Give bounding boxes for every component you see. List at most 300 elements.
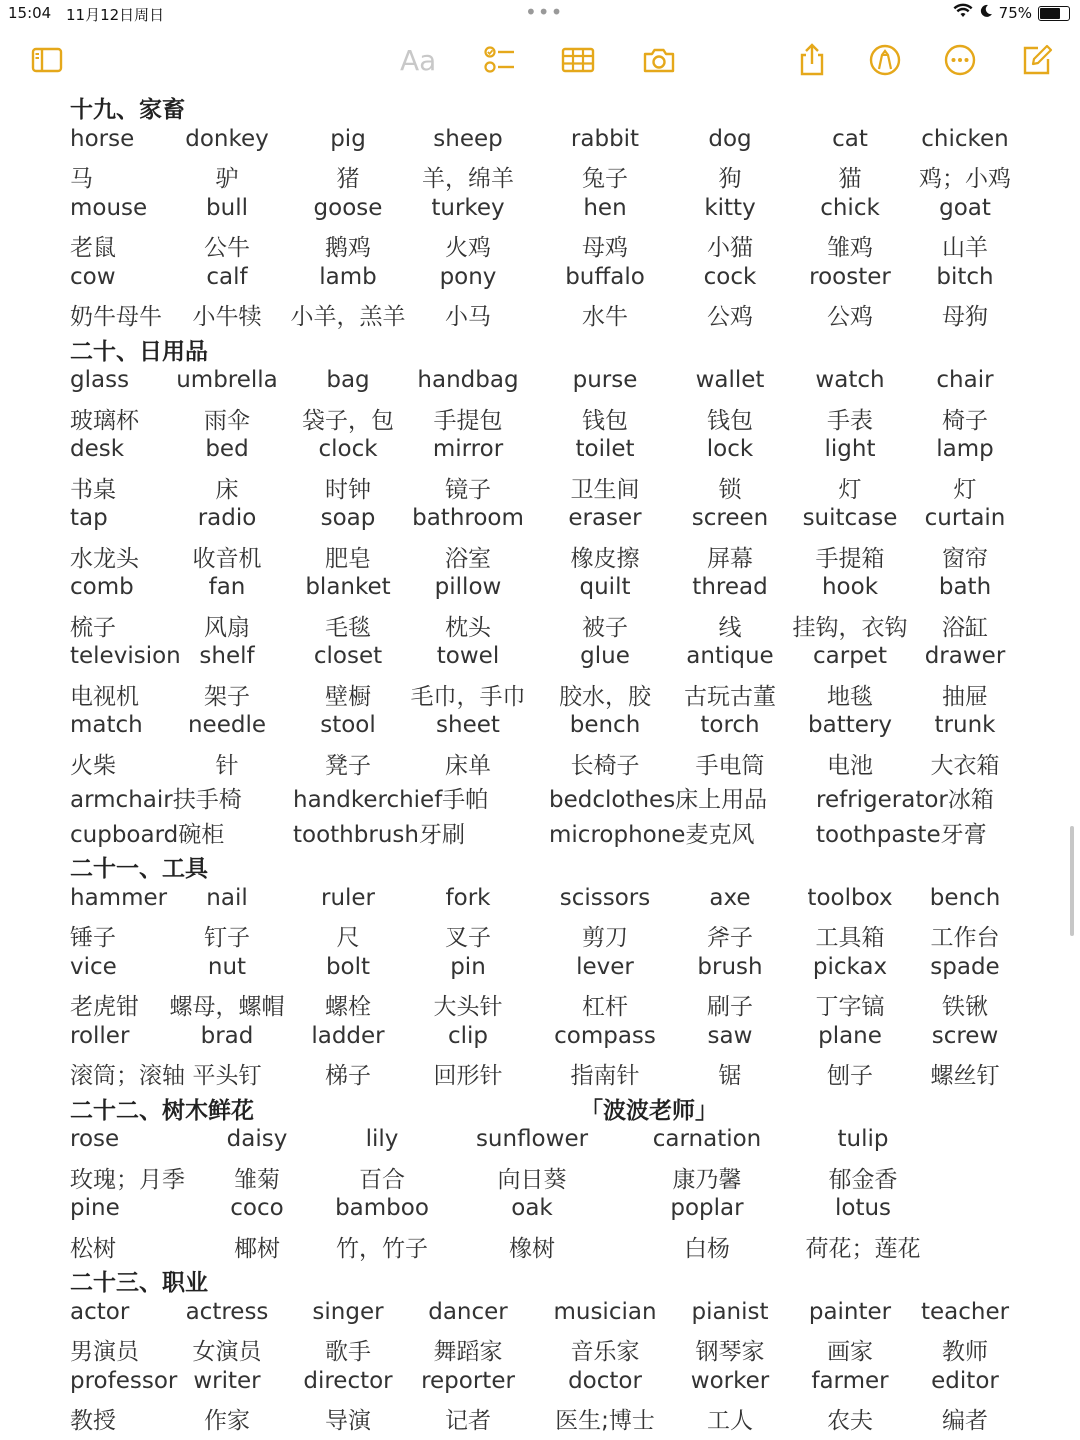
- moon-icon: [979, 4, 993, 22]
- english-word: mirror: [432, 436, 504, 462]
- english-word: cock: [703, 263, 757, 290]
- chinese-meaning: 胶水，胶: [559, 683, 651, 710]
- chinese-meaning: 壁橱: [325, 683, 371, 710]
- english-word: comb: [70, 574, 134, 600]
- vocab-pair: handkerchief手帕: [293, 787, 489, 813]
- english-word: brad: [200, 1022, 254, 1049]
- english-word: brush: [697, 953, 763, 980]
- english-word: umbrella: [176, 367, 278, 393]
- english-word: light: [824, 436, 876, 462]
- english-word: worker: [690, 1367, 770, 1394]
- english-word: musician: [553, 1298, 657, 1325]
- scrollbar[interactable]: [1070, 826, 1074, 936]
- markup-pen-icon[interactable]: [863, 38, 907, 82]
- section-heading: [0, 1089, 1080, 1124]
- vocab-row: [0, 226, 1080, 261]
- chinese-meaning: 猫: [838, 166, 862, 192]
- vocab-row: [0, 1054, 1080, 1089]
- chinese-meaning: 地毯: [827, 683, 873, 710]
- chinese-meaning: 音乐家: [570, 1339, 640, 1365]
- english-word: bolt: [325, 953, 371, 980]
- english-word: closet: [313, 643, 383, 669]
- chinese-meaning: 小羊，羔羊: [290, 304, 406, 330]
- vocab-pair: microphone麦克风: [549, 821, 755, 848]
- chinese-meaning: 枕头: [445, 614, 491, 641]
- vocab-row: [0, 157, 1080, 192]
- english-word: screen: [691, 505, 769, 531]
- chinese-meaning: 刨子: [827, 1063, 873, 1089]
- english-word: lever: [576, 953, 634, 980]
- vocab-row: [0, 433, 1080, 468]
- english-word: pianist: [691, 1298, 769, 1325]
- chinese-meaning: 书桌: [70, 476, 116, 503]
- english-word: toilet: [575, 436, 635, 462]
- chinese-meaning: 羊，绵羊: [422, 166, 514, 192]
- english-word: chick: [820, 194, 880, 221]
- chinese-meaning: 小牛犊: [192, 304, 262, 330]
- chinese-meaning: 床: [215, 476, 239, 503]
- chinese-meaning: 毛毯: [325, 614, 371, 641]
- chinese-meaning: 公鸡: [827, 304, 873, 330]
- chinese-meaning: 针: [215, 752, 239, 779]
- chinese-meaning: 钉子: [204, 925, 250, 951]
- chinese-meaning: 回形针: [433, 1063, 503, 1089]
- vocab-pair: refrigerator冰箱: [816, 787, 994, 813]
- chinese-meaning: 松树: [70, 1235, 116, 1262]
- english-word: painter: [808, 1298, 892, 1325]
- section-title: 二十一、工具: [70, 856, 208, 882]
- english-word: editor: [931, 1367, 999, 1394]
- chinese-meaning: 百合: [359, 1166, 405, 1193]
- english-word: sheep: [433, 125, 503, 152]
- section-title: 二十三、职业: [70, 1270, 208, 1296]
- chinese-meaning: 兔子: [582, 166, 628, 192]
- section-title: 二十、日用品: [70, 338, 208, 365]
- english-word: match: [70, 712, 143, 738]
- english-word: towel: [436, 643, 500, 669]
- chinese-meaning: 椰树: [234, 1235, 280, 1262]
- english-word: nut: [207, 953, 247, 980]
- chinese-meaning: 舞蹈家: [433, 1339, 503, 1365]
- section-title: 二十二、树木鲜花: [70, 1097, 254, 1124]
- english-word: pine: [70, 1195, 120, 1221]
- chinese-meaning: 工作台: [930, 925, 1000, 951]
- status-date: 11月12日周日: [66, 6, 165, 24]
- checklist-icon[interactable]: [477, 38, 521, 82]
- english-word: dog: [708, 125, 752, 152]
- vocab-row: [0, 364, 1080, 399]
- chinese-meaning: 橡皮擦: [570, 545, 640, 572]
- english-word: bitch: [936, 263, 994, 290]
- english-word: bag: [326, 367, 370, 393]
- multitasking-dots[interactable]: •••: [525, 0, 564, 24]
- chinese-meaning: 玻璃杯: [70, 407, 139, 434]
- sidebar-toggle-icon[interactable]: [25, 38, 69, 82]
- english-word: vice: [70, 953, 117, 980]
- english-word: rabbit: [570, 125, 640, 152]
- english-word: handbag: [417, 367, 519, 393]
- chinese-meaning: 抽屉: [942, 683, 988, 710]
- chinese-meaning: 长椅子: [570, 752, 640, 779]
- chinese-meaning: 郁金香: [828, 1166, 898, 1193]
- chinese-meaning: 农夫: [827, 1408, 873, 1434]
- english-word: compass: [554, 1022, 656, 1049]
- english-word: tap: [70, 505, 108, 531]
- english-word: writer: [193, 1367, 261, 1394]
- english-word: pig: [330, 125, 366, 152]
- chinese-meaning: 导演: [325, 1408, 371, 1434]
- chinese-meaning: 钢琴家: [695, 1339, 765, 1365]
- chinese-meaning: 浴室: [445, 545, 491, 572]
- english-word: nail: [206, 884, 248, 911]
- chinese-meaning: 母鸡: [582, 235, 628, 261]
- vocab-row: [0, 916, 1080, 951]
- chinese-meaning: 雏鸡: [827, 235, 873, 261]
- vocab-pair: armchair扶手椅: [70, 787, 242, 813]
- chinese-meaning: 刷子: [707, 994, 753, 1020]
- english-word: director: [303, 1367, 393, 1394]
- english-word: desk: [70, 436, 125, 462]
- english-word: hook: [821, 574, 879, 600]
- english-word: lamp: [936, 436, 994, 462]
- english-word: spade: [930, 953, 1000, 980]
- vocab-row: [0, 606, 1080, 641]
- english-word: lamb: [319, 263, 377, 290]
- status-right: [953, 3, 1070, 23]
- chinese-meaning: 锯: [718, 1063, 742, 1089]
- note-body[interactable]: [0, 88, 1080, 1434]
- chinese-meaning: 白杨: [684, 1235, 730, 1262]
- chinese-meaning: 作家: [204, 1408, 250, 1434]
- english-word: sheet: [436, 712, 500, 738]
- english-word: carpet: [813, 643, 887, 669]
- english-word: quilt: [579, 574, 631, 600]
- chinese-meaning: 被子: [582, 614, 628, 641]
- english-word: calf: [206, 263, 248, 290]
- english-word: goose: [313, 194, 383, 221]
- chinese-meaning: 剪刀: [582, 925, 628, 951]
- english-word: roller: [70, 1022, 130, 1049]
- chinese-meaning: 电视机: [70, 683, 139, 710]
- format-text-button[interactable]: Aa: [400, 44, 437, 77]
- battery-icon: [1038, 6, 1070, 21]
- chinese-meaning: 公鸡: [707, 304, 753, 330]
- english-word: buffalo: [565, 263, 645, 290]
- chinese-meaning: 梯子: [325, 1063, 371, 1089]
- english-word: pickax: [812, 953, 888, 980]
- chinese-meaning: 小马: [445, 304, 491, 330]
- vocab-row: [0, 951, 1080, 986]
- english-word: bed: [205, 436, 249, 462]
- english-word: axe: [709, 884, 751, 911]
- english-word: sunflower: [475, 1126, 589, 1152]
- compose-icon[interactable]: [1014, 38, 1058, 82]
- chinese-meaning: 椅子: [942, 407, 988, 434]
- vocab-row: [0, 1123, 1080, 1158]
- english-word: purse: [572, 367, 638, 393]
- english-word: horse: [70, 125, 135, 152]
- section-heading: [0, 88, 1080, 123]
- chinese-meaning: 铁锹: [942, 994, 988, 1020]
- chinese-meaning: 水龙头: [70, 545, 139, 572]
- chinese-meaning: 猪: [336, 166, 360, 192]
- english-word: curtain: [924, 505, 1006, 531]
- chinese-meaning: 灯: [953, 476, 977, 503]
- english-word: daisy: [226, 1126, 288, 1152]
- chinese-meaning: 风扇: [204, 614, 250, 641]
- vocab-row: [0, 640, 1080, 675]
- english-word: scissors: [559, 884, 651, 911]
- english-word: tulip: [837, 1126, 889, 1152]
- chinese-meaning: 鸡；小鸡: [919, 166, 1011, 192]
- chinese-meaning: 锁: [718, 476, 742, 503]
- english-word: stool: [320, 712, 376, 738]
- english-word: toolbox: [807, 884, 893, 911]
- chinese-meaning: 钱包: [582, 407, 628, 434]
- chinese-meaning: 螺栓: [325, 994, 371, 1020]
- english-word: saw: [707, 1022, 753, 1049]
- chinese-meaning: 收音机: [192, 545, 262, 572]
- chinese-meaning: 螺丝钉: [930, 1063, 1000, 1089]
- table-icon[interactable]: [556, 38, 600, 82]
- chinese-meaning: 屏幕: [707, 545, 753, 572]
- english-word: wallet: [695, 367, 765, 393]
- chinese-meaning: 马: [70, 166, 93, 192]
- chinese-meaning: 丁字镐: [815, 994, 885, 1020]
- chinese-meaning: 架子: [204, 683, 250, 710]
- chinese-meaning: 手表: [827, 407, 873, 434]
- chinese-meaning: 凳子: [325, 752, 371, 779]
- english-word: pin: [450, 953, 486, 980]
- english-word: ruler: [320, 884, 376, 911]
- chinese-meaning: 狗: [718, 166, 742, 192]
- share-icon[interactable]: [790, 38, 834, 82]
- english-word: eraser: [568, 505, 642, 531]
- chinese-meaning: 奶牛母牛: [70, 304, 162, 330]
- chinese-meaning: 手提包: [433, 407, 503, 434]
- english-word: goat: [939, 194, 991, 221]
- english-word: pillow: [434, 574, 502, 600]
- english-word: rose: [70, 1126, 120, 1152]
- english-word: lotus: [834, 1195, 892, 1221]
- english-word: glass: [70, 367, 130, 393]
- english-word: watch: [815, 367, 885, 393]
- chinese-meaning: 镜子: [445, 476, 491, 503]
- chinese-meaning: 水牛: [582, 304, 628, 330]
- chinese-meaning: 螺母，螺帽: [169, 994, 285, 1020]
- chinese-meaning: 竹，竹子: [336, 1235, 428, 1262]
- chinese-meaning: 杠杆: [582, 994, 628, 1020]
- vocab-row-wide: [0, 813, 1080, 848]
- vocab-row: [0, 882, 1080, 917]
- chinese-meaning: 工人: [707, 1408, 753, 1434]
- vocab-row: [0, 1158, 1080, 1193]
- chinese-meaning: 尺: [336, 925, 360, 951]
- english-word: radio: [197, 505, 257, 531]
- chinese-meaning: 线: [718, 614, 742, 641]
- vocab-row: [0, 709, 1080, 744]
- chinese-meaning: 大衣箱: [930, 752, 1000, 779]
- chinese-meaning: 时钟: [325, 476, 371, 503]
- english-word: actor: [70, 1298, 130, 1325]
- english-word: drawer: [924, 643, 1006, 669]
- english-word: hammer: [70, 884, 168, 911]
- english-word: television: [70, 643, 181, 669]
- english-word: soap: [320, 505, 376, 531]
- chinese-meaning: 医生;博士: [555, 1408, 655, 1434]
- section-title: 十九、家畜: [70, 97, 185, 123]
- english-word: kitty: [704, 194, 756, 221]
- english-word: bath: [938, 574, 992, 600]
- chinese-meaning: 锤子: [70, 925, 116, 951]
- vocab-row: [0, 1296, 1080, 1331]
- vocab-row: [0, 1227, 1080, 1262]
- chinese-meaning: 驴: [215, 166, 239, 192]
- wifi-icon: [953, 3, 973, 23]
- chinese-meaning: 滚筒；滚轴: [70, 1063, 185, 1089]
- chinese-meaning: 梳子: [70, 614, 116, 641]
- vocab-row: [0, 1192, 1080, 1227]
- status-bar: [0, 0, 1080, 28]
- chinese-meaning: 女演员: [192, 1339, 262, 1365]
- chinese-meaning: 手电筒: [695, 752, 765, 779]
- chinese-meaning: 编者: [942, 1408, 988, 1434]
- english-word: blanket: [305, 574, 391, 600]
- english-word: needle: [187, 712, 267, 738]
- vocab-row: [0, 261, 1080, 296]
- chinese-meaning: 肥皂: [325, 545, 371, 572]
- vocab-row: [0, 1365, 1080, 1400]
- english-word: cat: [832, 125, 868, 152]
- chinese-meaning: 挂钩，衣钩: [792, 614, 908, 641]
- section-heading: [0, 330, 1080, 365]
- vocab-pair: bedclothes床上用品: [549, 787, 768, 813]
- english-word: antique: [686, 643, 774, 669]
- section-heading: [0, 1261, 1080, 1296]
- english-word: fan: [208, 574, 246, 600]
- more-options-icon[interactable]: [938, 38, 982, 82]
- chinese-meaning: 斧子: [707, 925, 753, 951]
- english-word: shelf: [199, 643, 255, 669]
- chinese-meaning: 康乃馨: [672, 1166, 742, 1193]
- chinese-meaning: 平头钉: [192, 1063, 262, 1089]
- english-word: turkey: [431, 194, 505, 221]
- chinese-meaning: 教师: [942, 1339, 988, 1365]
- english-word: glue: [580, 643, 630, 669]
- chinese-meaning: 男演员: [70, 1339, 139, 1365]
- chinese-meaning: 灯: [838, 476, 862, 503]
- english-word: lily: [365, 1126, 399, 1152]
- vocab-row: [0, 502, 1080, 537]
- english-word: doctor: [568, 1367, 642, 1394]
- english-word: singer: [312, 1298, 384, 1325]
- chinese-meaning: 玫瑰；月季: [70, 1166, 185, 1193]
- section-heading: [0, 847, 1080, 882]
- vocab-row: [0, 985, 1080, 1020]
- vocab-row: [0, 744, 1080, 779]
- vocab-row: [0, 1399, 1080, 1434]
- chinese-meaning: 叉子: [445, 925, 491, 951]
- vocab-row: [0, 537, 1080, 572]
- english-word: poplar: [670, 1195, 744, 1221]
- vocab-pair: toothpaste牙膏: [816, 821, 987, 848]
- chinese-meaning: 山羊: [942, 235, 988, 261]
- chinese-meaning: 钱包: [707, 407, 753, 434]
- english-word: oak: [511, 1195, 553, 1221]
- english-word: bamboo: [335, 1195, 429, 1221]
- chinese-meaning: 毛巾，手巾: [410, 683, 526, 710]
- english-word: teacher: [920, 1298, 1010, 1325]
- chinese-meaning: 向日葵: [497, 1166, 567, 1193]
- chinese-meaning: 卫生间: [570, 476, 640, 503]
- english-word: trunk: [934, 712, 996, 738]
- english-word: farmer: [811, 1367, 889, 1394]
- chinese-meaning: 橡树: [509, 1235, 555, 1262]
- chinese-meaning: 窗帘: [942, 545, 988, 572]
- chinese-meaning: 荷花；莲花: [805, 1235, 921, 1262]
- notes-toolbar: [0, 38, 1080, 88]
- chinese-meaning: 工具箱: [815, 925, 885, 951]
- english-word: bench: [929, 884, 1001, 911]
- english-word: chicken: [921, 125, 1009, 152]
- vocab-row: [0, 192, 1080, 227]
- english-word: professor: [70, 1367, 178, 1394]
- english-word: plane: [818, 1022, 882, 1049]
- chinese-meaning: 小猫: [707, 235, 753, 261]
- english-word: pony: [439, 263, 497, 290]
- vocab-pair: toothbrush牙刷: [293, 821, 465, 848]
- chinese-meaning: 大头针: [433, 994, 503, 1020]
- english-word: suitcase: [802, 505, 898, 531]
- chinese-meaning: 袋子，包: [302, 407, 394, 434]
- vocab-row-wide: [0, 778, 1080, 813]
- status-time: 15:04: [8, 4, 52, 22]
- chinese-meaning: 雨伞: [204, 407, 250, 434]
- vocab-row: [0, 123, 1080, 158]
- chinese-meaning: 火鸡: [445, 235, 491, 261]
- english-word: bench: [569, 712, 641, 738]
- author-tag: 「波波老师」: [580, 1097, 718, 1124]
- english-word: clip: [447, 1022, 489, 1049]
- chinese-meaning: 手提箱: [815, 545, 885, 572]
- english-word: fork: [445, 884, 491, 911]
- english-word: ladder: [311, 1022, 385, 1049]
- chinese-meaning: 电池: [827, 752, 873, 779]
- vocab-row: [0, 675, 1080, 710]
- battery-percent: 75%: [998, 4, 1032, 22]
- english-word: cow: [70, 263, 116, 290]
- chinese-meaning: 老虎钳: [70, 994, 139, 1020]
- english-word: bull: [206, 194, 248, 221]
- english-word: bathroom: [412, 505, 524, 531]
- english-word: coco: [230, 1195, 284, 1221]
- vocab-row: [0, 468, 1080, 503]
- camera-icon[interactable]: [637, 38, 681, 82]
- chinese-meaning: 教授: [70, 1408, 116, 1434]
- chinese-meaning: 记者: [445, 1408, 491, 1434]
- chinese-meaning: 床单: [445, 752, 491, 779]
- vocab-row: [0, 1020, 1080, 1055]
- vocab-row: [0, 1330, 1080, 1365]
- chinese-meaning: 鹅鸡: [325, 235, 371, 261]
- chinese-meaning: 浴缸: [942, 614, 988, 641]
- english-word: rooster: [809, 263, 891, 290]
- vocab-row: [0, 295, 1080, 330]
- english-word: carnation: [652, 1126, 762, 1152]
- english-word: thread: [692, 574, 768, 600]
- english-word: reporter: [421, 1367, 515, 1394]
- vocab-row: [0, 399, 1080, 434]
